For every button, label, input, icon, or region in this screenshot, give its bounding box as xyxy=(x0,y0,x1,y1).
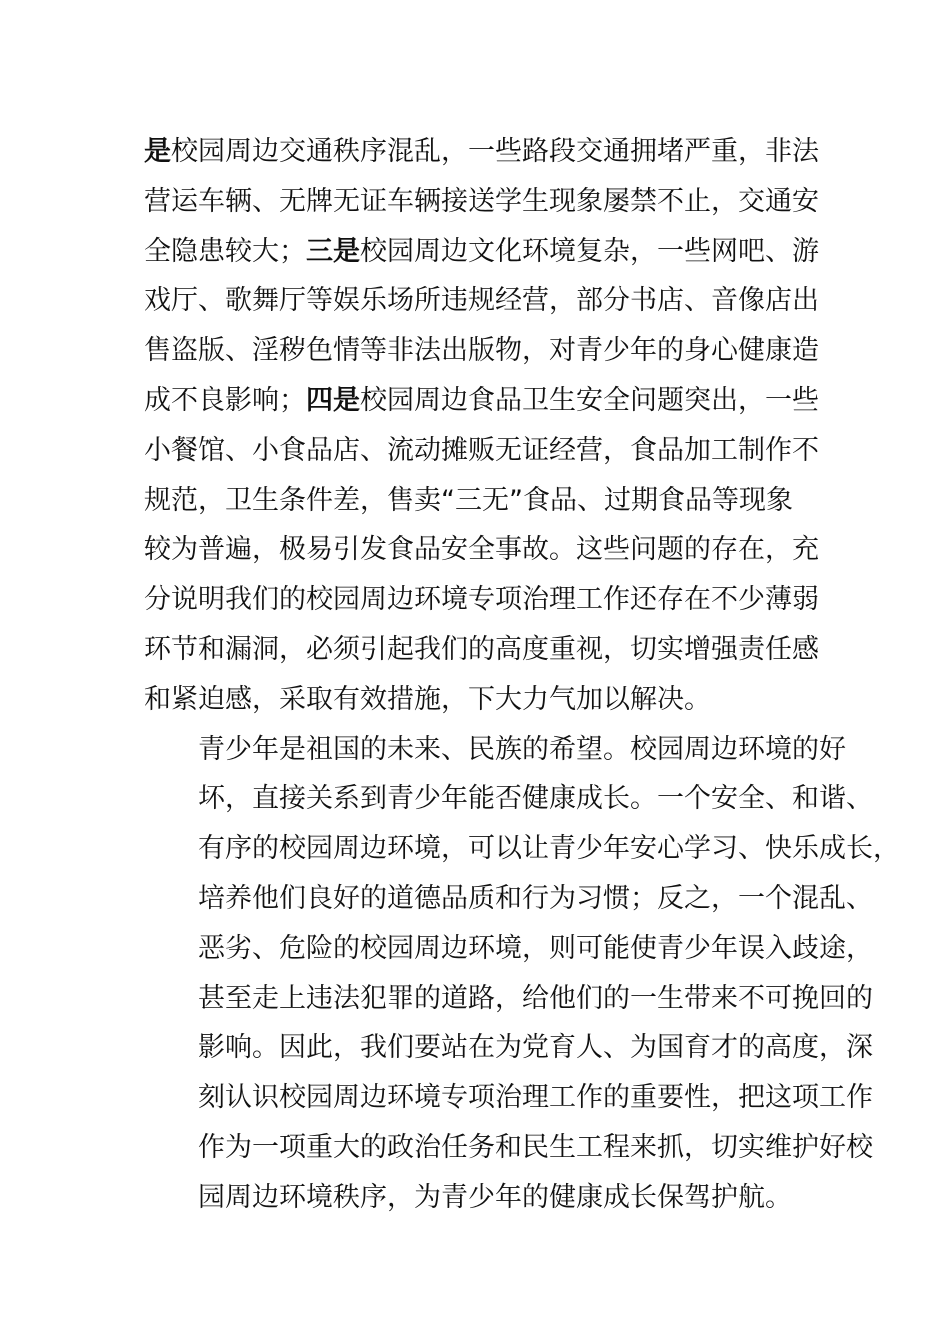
text-run: 营运车辆、无牌无证车辆接送学生现象屡禁不止，交通安 xyxy=(144,185,819,217)
text-line xyxy=(144,227,824,277)
text-line xyxy=(144,625,824,675)
text-run: 青少年是祖国的未来、民族的希望。校园周边环境的好 xyxy=(198,733,846,765)
text-line xyxy=(144,476,824,526)
body-text xyxy=(144,127,900,1223)
bold-marker: 是 xyxy=(144,136,171,167)
text-line xyxy=(144,276,824,326)
text-run: 规范，卫生条件差，售卖“三无”食品、过期食品等现象 xyxy=(144,484,793,516)
text-run: 成不良影响； xyxy=(144,384,306,416)
text-run: 培养他们良好的道德品质和行为习惯；反之，一个混乱、 xyxy=(198,882,873,914)
text-run: 校园周边交通秩序混乱，一些路段交通拥堵严重，非法 xyxy=(171,136,819,167)
text-line xyxy=(144,426,824,476)
text-run: 和紧迫感，采取有效措施，下大力气加以解决。 xyxy=(144,683,711,715)
text-line xyxy=(144,675,824,725)
text-line xyxy=(144,874,873,924)
text-run: 校园周边文化环境复杂，一些网吧、游 xyxy=(360,235,819,267)
text-line xyxy=(144,575,824,625)
bold-marker: 四是 xyxy=(306,384,360,416)
text-run: 刻认识校园周边环境专项治理工作的重要性，把这项工作 xyxy=(198,1082,873,1114)
text-run: 甚至走上违法犯罪的道路，给他们的一生带来不可挽回的 xyxy=(198,982,873,1014)
text-line xyxy=(144,974,873,1024)
text-line xyxy=(144,774,873,824)
text-run: 恶劣、危险的校园周边环境，则可能使青少年误入歧途， xyxy=(198,932,873,964)
text-run: 校园周边食品卫生安全问题突出，一些 xyxy=(360,384,819,416)
text-run: 全隐患较大； xyxy=(144,235,306,267)
text-run: 较为普遍，极易引发食品安全事故。这些问题的存在，充 xyxy=(144,534,819,566)
text-line xyxy=(144,177,824,227)
paragraph xyxy=(144,127,824,725)
text-line xyxy=(144,376,824,426)
text-run: 戏厅、歌舞厅等娱乐场所违规经营，部分书店、音像店出 xyxy=(144,285,819,317)
text-line xyxy=(144,1073,873,1123)
paragraph xyxy=(144,725,900,1223)
text-run: 售盗版、淫秽色情等非法出版物，对青少年的身心健康造 xyxy=(144,335,819,367)
text-run: 分说明我们的校园周边环境专项治理工作还存在不少薄弱 xyxy=(144,584,819,616)
text-line xyxy=(144,127,824,177)
text-run: 有序的校园周边环境，可以让青少年安心学习、快乐成长， xyxy=(198,833,900,865)
text-line xyxy=(144,525,824,575)
text-line xyxy=(144,725,846,775)
text-run: 坏，直接关系到青少年能否健康成长。一个安全、和谐、 xyxy=(198,783,873,815)
text-line xyxy=(144,1123,873,1173)
text-run: 影响。因此，我们要站在为党育人、为国育才的高度，深 xyxy=(198,1032,873,1064)
text-line xyxy=(144,1023,873,1073)
text-run: 园周边环境秩序，为青少年的健康成长保驾护航。 xyxy=(198,1181,792,1213)
text-run: 作为一项重大的政治任务和民生工程来抓，切实维护好校 xyxy=(198,1131,873,1163)
text-run: 环节和漏洞，必须引起我们的高度重视，切实增强责任感 xyxy=(144,633,819,665)
bold-marker: 三是 xyxy=(306,235,360,267)
text-run: 小餐馆、小食品店、流动摊贩无证经营，食品加工制作不 xyxy=(144,434,819,466)
text-line xyxy=(144,326,824,376)
text-line xyxy=(144,824,900,874)
text-line xyxy=(144,924,873,974)
text-line xyxy=(144,1173,824,1223)
